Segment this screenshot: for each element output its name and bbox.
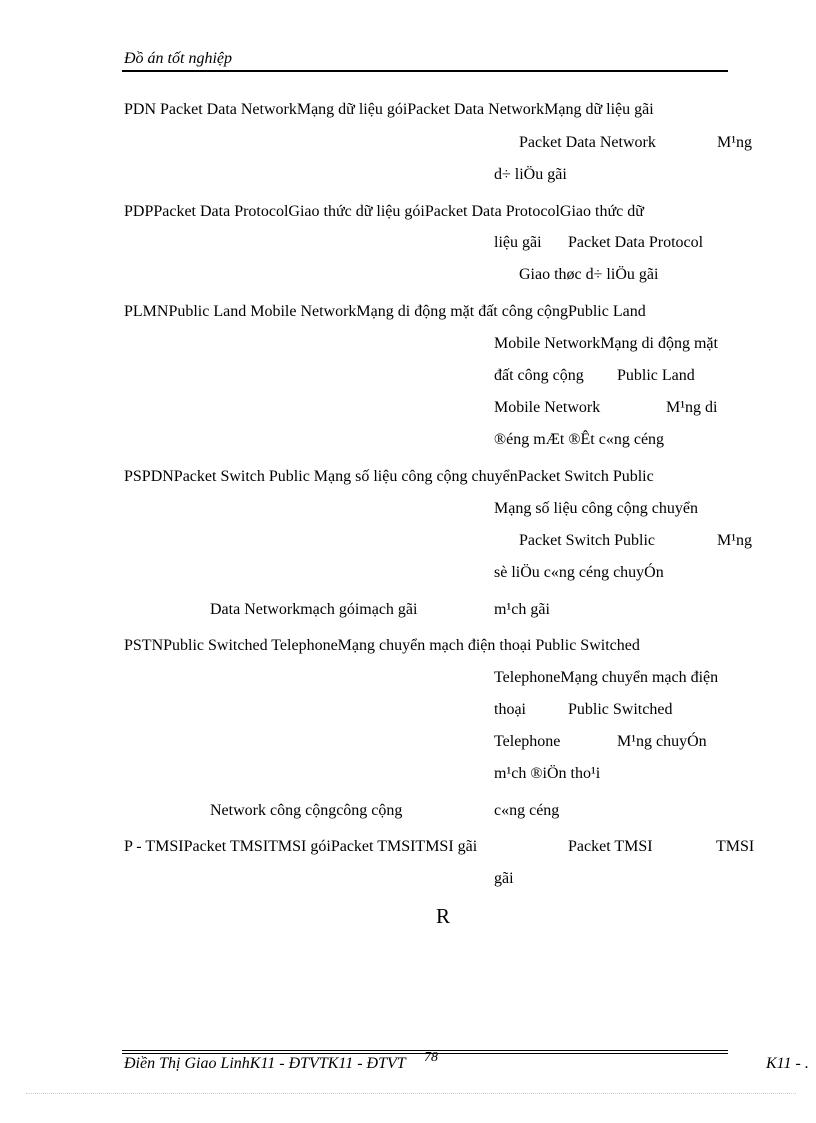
entry-sub-term: Packet Data Network: [519, 134, 656, 151]
entry-sub-term: Public Switched: [568, 701, 673, 718]
entry-sub-term: gãi: [494, 870, 514, 887]
entry-sub-term: sè liÖu c«ng céng chuyÓn: [494, 564, 664, 581]
entry-sub-term: đất công cộng: [494, 367, 584, 384]
footer-author: Điền Thị Giao LinhK11 - ĐTVTK11 - ĐTVT: [124, 1055, 406, 1072]
entry-sub-term: M¹ng: [717, 532, 753, 549]
page-bottom-divider: [26, 1093, 796, 1094]
entry-sub-term: Packet Data Protocol: [568, 234, 704, 251]
entry-sub-term: m¹ch ®iÖn tho¹i: [494, 765, 601, 782]
entry-continuation: Network công cộngcông cộng: [210, 802, 403, 819]
entry-sub-term: M¹ng: [717, 134, 753, 151]
entry-sub-term: Public Land: [617, 367, 695, 384]
entry-sub-term: M¹ng di: [666, 399, 718, 416]
entry-main-line: PDPPacket Data ProtocolGiao thức dữ liệu góiPacket Data ProtocolGiao thức dữ: [124, 203, 644, 220]
entry-continuation: Data Networkmạch góimạch gãi: [210, 601, 418, 618]
entry-sub-term: Mobile NetworkMạng di động mặt: [494, 335, 718, 352]
entry-sub-term: thoại: [494, 701, 526, 718]
entry-main-line: PSPDNPacket Switch Public Mạng số liệu công cộng chuyểnPacket Switch Public: [124, 468, 654, 485]
entry-main-line: PDN Packet Data NetworkMạng dữ liệu góiPacket Data NetworkMạng dữ liệu gãi: [124, 101, 654, 118]
entry-sub-term: Packet TMSI: [568, 838, 653, 855]
entry-sub-term: Giao thøc d÷ liÖu gãi: [519, 266, 659, 283]
entry-sub-term: Telephone: [494, 733, 561, 750]
footer-right-text: K11 - .: [766, 1055, 809, 1072]
entry-sub-term: TelephoneMạng chuyển mạch điện: [494, 669, 719, 686]
entry-continuation: c«ng céng: [494, 802, 560, 819]
entry-continuation: m¹ch gãi: [494, 601, 550, 618]
entry-sub-term: M¹ng chuyÓn: [617, 733, 707, 750]
entry-main-line: P - TMSIPacket TMSITMSI góiPacket TMSITMSI gãi: [124, 838, 478, 855]
header-rule: [122, 70, 728, 72]
entry-sub-term: Packet Switch Public: [519, 532, 655, 549]
section-letter: R: [436, 904, 451, 928]
entry-sub-term: Mobile Network: [494, 399, 601, 416]
page-number: 78: [424, 1050, 438, 1065]
entry-sub-term: liệu gãi: [494, 234, 542, 251]
entry-sub-term: d÷ liÖu gãi: [494, 166, 567, 183]
header-title: Đồ án tốt nghiệp: [124, 50, 232, 67]
entry-main-line: PSTNPublic Switched TelephoneMạng chuyển mạch điện thoại Public Switched: [124, 637, 640, 654]
entry-sub-term: Mạng số liệu công cộng chuyển: [494, 500, 698, 517]
entry-sub-term: ®éng mÆt ®Êt c«ng céng: [494, 431, 665, 448]
entry-sub-term: TMSI: [716, 838, 755, 855]
entry-main-line: PLMNPublic Land Mobile NetworkMạng di động mặt đất công cộngPublic Land: [124, 303, 646, 320]
